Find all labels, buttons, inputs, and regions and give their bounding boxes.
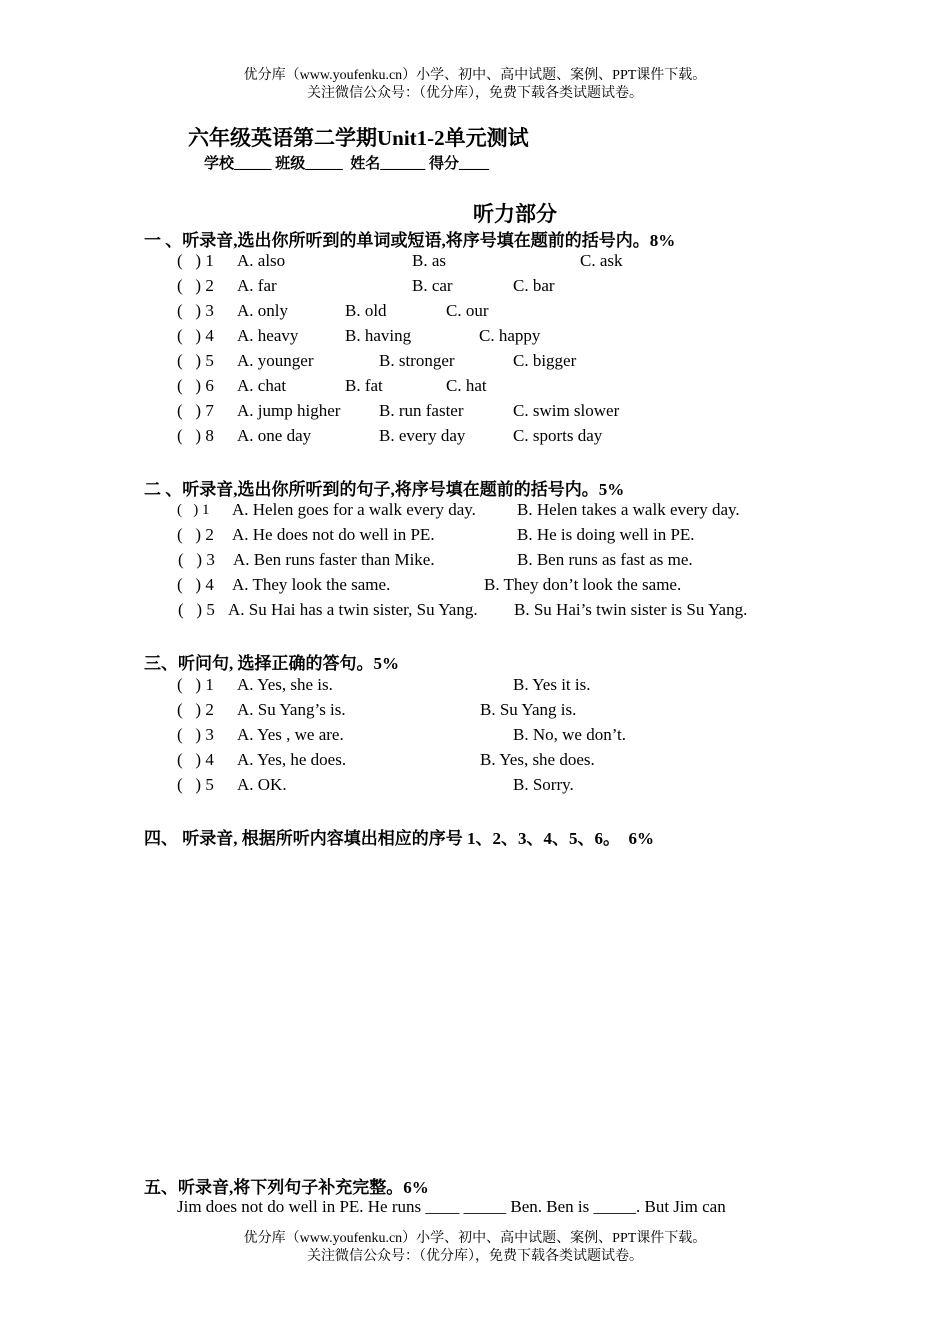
option-b: B. stronger	[379, 351, 455, 370]
option-c: C. bigger	[513, 351, 577, 370]
option-b: B. He is doing well in PE.	[517, 525, 695, 544]
option-b: B. Helen takes a walk every day.	[517, 500, 740, 519]
option-b: B. old	[345, 301, 387, 320]
question-number: ( ) 3	[178, 550, 215, 569]
question-row	[0, 326, 950, 348]
footer-line-2: 关注微信公众号：（优分库），免费下载各类试题试卷。	[307, 1249, 643, 1264]
question-number: ( ) 1	[177, 502, 210, 518]
option-b: B. car	[412, 276, 453, 295]
question-row	[0, 500, 950, 522]
option-b: B. They don’t look the same.	[484, 575, 682, 594]
question-row	[0, 700, 950, 722]
section-5-heading: 五、听录音,将下列句子补充完整。6%	[144, 1178, 429, 1197]
option-a: A. jump higher	[237, 401, 341, 420]
header-line-2: 关注微信公众号：（优分库），免费下载各类试题试卷。	[307, 86, 643, 101]
section-3-heading: 三、听问句, 选择正确的答句。5%	[144, 654, 399, 673]
question-number: ( ) 4	[177, 750, 214, 769]
section-1-heading: 一 、听录音,选出你所听到的单词或短语,将序号填在题前的括号内。8%	[144, 231, 676, 250]
option-b: B. run faster	[379, 401, 464, 420]
option-c: C. our	[446, 301, 489, 320]
part-title: 听力部分	[473, 202, 557, 226]
footer-line-1: 优分库（www.youfenku.cn）小学、初中、高中试题、案例、PPT课件下载。	[243, 1231, 707, 1246]
option-a: A. only	[237, 301, 288, 320]
option-b: B. fat	[345, 376, 383, 395]
question-row	[0, 550, 950, 572]
option-b: B. Yes, she does.	[480, 750, 595, 769]
option-a: A. OK.	[237, 775, 287, 794]
question-row	[0, 675, 950, 697]
option-b: B. No, we don’t.	[513, 725, 627, 744]
option-c: C. happy	[479, 326, 541, 345]
option-a: A. Yes, he does.	[237, 750, 347, 769]
option-a: A. He does not do well in PE.	[232, 525, 435, 544]
question-row	[0, 525, 950, 547]
question-row	[0, 725, 950, 747]
student-info-line: 学校_____ 班级_____ 姓名______ 得分____	[204, 156, 490, 172]
question-number: ( ) 4	[177, 326, 214, 345]
page-title: 六年级英语第二学期Unit1-2单元测试	[188, 126, 529, 150]
question-row	[0, 750, 950, 772]
question-row	[0, 351, 950, 373]
option-a: A. Ben runs faster than Mike.	[233, 550, 435, 569]
option-c: C. hat	[446, 376, 487, 395]
header-line-1: 优分库（www.youfenku.cn）小学、初中、高中试题、案例、PPT课件下载。	[243, 68, 707, 83]
question-row	[0, 401, 950, 423]
option-a: A. Yes, she is.	[237, 675, 333, 694]
question-row	[0, 600, 950, 622]
option-b: B. having	[345, 326, 412, 345]
option-a: A. younger	[237, 351, 314, 370]
option-b: B. Yes it is.	[513, 675, 591, 694]
option-a: A. Helen goes for a walk every day.	[232, 500, 476, 519]
question-number: ( ) 2	[177, 525, 214, 544]
option-a: A. Su Yang’s is.	[237, 700, 346, 719]
question-number: ( ) 5	[177, 351, 214, 370]
option-a: A. chat	[237, 376, 287, 395]
question-row	[0, 575, 950, 597]
option-a: A. far	[237, 276, 277, 295]
section-2-heading: 二 、听录音,选出你所听到的句子,将序号填在题前的括号内。5%	[144, 480, 625, 499]
option-c: C. ask	[580, 251, 623, 270]
section-4-heading: 四、 听录音, 根据所听内容填出相应的序号 1、2、3、4、5、6。 6%	[144, 829, 654, 848]
option-b: B. Su Yang is.	[480, 700, 577, 719]
question-number: ( ) 8	[177, 426, 214, 445]
question-number: ( ) 5	[177, 775, 214, 794]
question-number: ( ) 2	[177, 276, 214, 295]
option-b: B. as	[412, 251, 446, 270]
option-a: A. one day	[237, 426, 312, 445]
option-a: A. They look the same.	[232, 575, 391, 594]
question-number: ( ) 5	[178, 600, 215, 619]
option-c: C. swim slower	[513, 401, 620, 420]
option-a: A. also	[237, 251, 286, 270]
question-number: ( ) 4	[177, 575, 214, 594]
question-number: ( ) 1	[177, 675, 214, 694]
question-row	[0, 251, 950, 273]
option-a: A. heavy	[237, 326, 299, 345]
option-b: B. Sorry.	[513, 775, 574, 794]
question-row	[0, 775, 950, 797]
option-b: B. Ben runs as fast as me.	[517, 550, 693, 569]
question-row	[0, 276, 950, 298]
question-number: ( ) 3	[177, 301, 214, 320]
question-number: ( ) 3	[177, 725, 214, 744]
question-number: ( ) 7	[177, 401, 214, 420]
question-number: ( ) 6	[177, 376, 214, 395]
option-b: B. Su Hai’s twin sister is Su Yang.	[514, 600, 748, 619]
option-b: B. every day	[379, 426, 466, 445]
option-a: A. Su Hai has a twin sister, Su Yang.	[228, 600, 478, 619]
question-number: ( ) 2	[177, 700, 214, 719]
option-a: A. Yes , we are.	[237, 725, 344, 744]
option-c: C. bar	[513, 276, 555, 295]
question-number: ( ) 1	[177, 251, 214, 270]
question-row	[0, 376, 950, 398]
question-row	[0, 301, 950, 323]
question-row	[0, 426, 950, 448]
option-c: C. sports day	[513, 426, 603, 445]
fill-in-sentence: Jim does not do well in PE. He runs ____ _____ Ben. Ben is _____. But Jim can	[177, 1197, 726, 1216]
